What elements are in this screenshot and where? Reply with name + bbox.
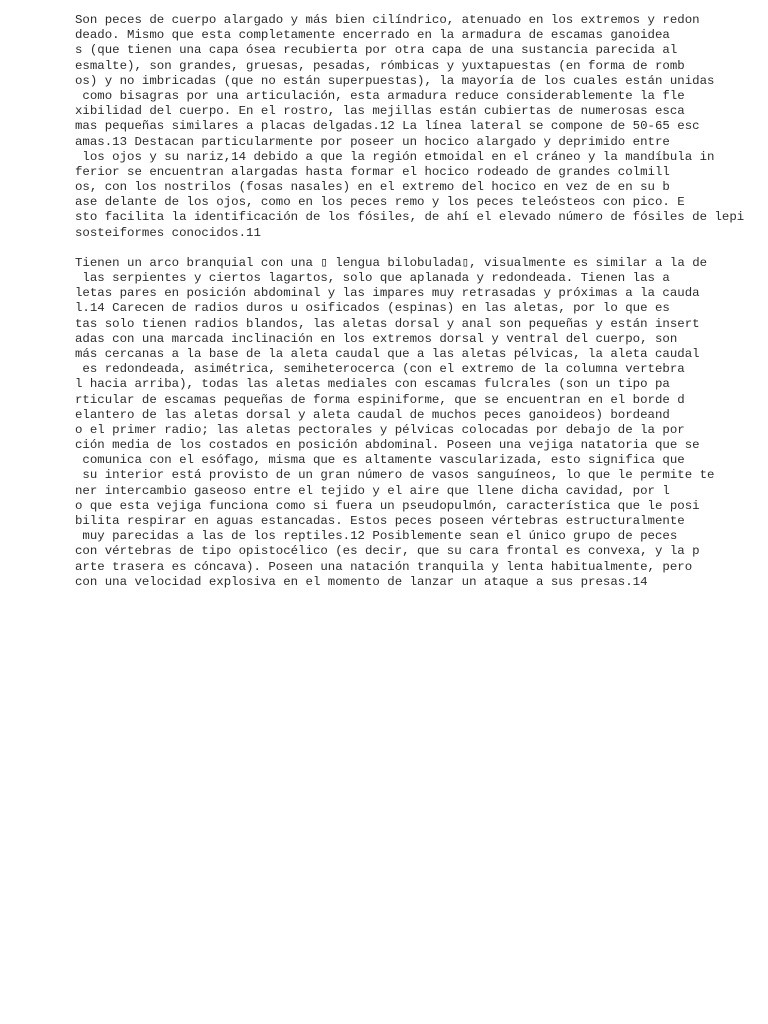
text-line: más cercanas a la base de la aleta caudal que a las aletas pélvicas, la aleta caudal [75,346,700,361]
text-line: arte trasera es cóncava). Poseen una natación tranquila y lenta habitualmente, pero [75,559,693,574]
text-line: como bisagras por una articulación, esta armadura reduce considerablemente la fle [75,88,685,103]
text-line: sto facilita la identificación de los fósiles, de ahí el elevado número de fósiles de lepi [75,210,745,225]
text-line: os) y no imbricadas (que no están superpuestas), la mayoría de los cuales están unidas [75,73,715,88]
text-line: con una velocidad explosiva en el momento de lanzar un ataque a sus presas.14 [75,574,648,589]
text-line: ase delante de los ojos, como en los peces remo y los peces teleósteos con pico. E [75,195,685,210]
text-line: elantero de las aletas dorsal y aleta caudal de muchos peces ganoideos) bordeand [75,407,670,422]
text-line: mas pequeñas similares a placas delgadas.12 La línea lateral se compone de 50-65 esc [75,119,700,134]
text-line: esmalte), son grandes, gruesas, pesadas, rómbicas y yuxtapuestas (en forma de romb [75,58,685,73]
text-line: os, con los nostrilos (fosas nasales) en el extremo del hocico en vez de en su b [75,180,670,195]
document-page [75,13,755,590]
text-line: comunica con el esófago, misma que es altamente vascularizada, esto significa que [75,453,685,468]
text-line: muy parecidas a las de los reptiles.12 Posiblemente sean el único grupo de peces [75,529,678,544]
text-line: ción media de los costados en posición abdominal. Poseen una vejiga natatoria que se [75,438,700,453]
text-line: l hacia arriba), todas las aletas mediales con escamas fulcrales (son un tipo pa [75,377,670,392]
paragraph [75,256,755,590]
text-line: deado. Mismo que esta completamente encerrado en la armadura de escamas ganoidea [75,28,670,43]
text-line: xibilidad del cuerpo. En el rostro, las mejillas están cubiertas de numerosas esca [75,104,685,119]
text-line: rticular de escamas pequeñas de forma espiniforme, que se encuentran en el borde d [75,392,685,407]
text-line: su interior está provisto de un gran número de vasos sanguíneos, lo que le permite te [75,468,715,483]
text-line: adas con una marcada inclinación en los extremos dorsal y ventral del cuerpo, son [75,331,678,346]
text-line: o el primer radio; las aletas pectorales y pélvicas colocadas por debajo de la por [75,422,685,437]
text-line: con vértebras de tipo opistocélico (es decir, que su cara frontal es convexa, y la p [75,544,700,559]
text-line: las serpientes y ciertos lagartos, solo que aplanada y redondeada. Tienen las a [75,271,670,285]
text-line: sosteiformes conocidos.11 [75,225,261,240]
text-line: s (que tienen una capa ósea recubierta por otra capa de una sustancia parecida al [75,43,678,58]
text-line: bilita respirar en aguas estancadas. Estos peces poseen vértebras estructuralmente [75,514,685,528]
text-line: letas pares en posición abdominal y las impares muy retrasadas y próximas a la cauda [75,286,700,301]
text-line: tas solo tienen radios blandos, las aletas dorsal y anal son pequeñas y están insert [75,316,700,331]
paragraph [75,13,755,241]
text-line: amas.13 Destacan particularmente por poseer un hocico alargado y deprimido entre [75,134,670,149]
text-line: ner intercambio gaseoso entre el tejido y el aire que llene dicha cavidad, por l [75,483,670,498]
text-line: l.14 Carecen de radios duros u osificados (espinas) en las aletas, por lo que es [75,301,670,316]
text-line: los ojos y su nariz,14 debido a que la región etmoidal en el cráneo y la mandíbula in [75,149,715,164]
text-line: es redondeada, asimétrica, semiheterocerca (con el extremo de la columna vertebra [75,362,685,377]
text-line: Son peces de cuerpo alargado y más bien cilíndrico, atenuado en los extremos y redon [75,13,700,27]
text-line: o que esta vejiga funciona como si fuera un pseudopulmón, característica que le posi [75,498,700,513]
text-line: Tienen un arco branquial con una ▯ lengua bilobulada▯, visualmente es similar a la de [75,255,708,270]
text-line: ferior se encuentran alargadas hasta formar el hocico rodeado de grandes colmill [75,164,670,179]
